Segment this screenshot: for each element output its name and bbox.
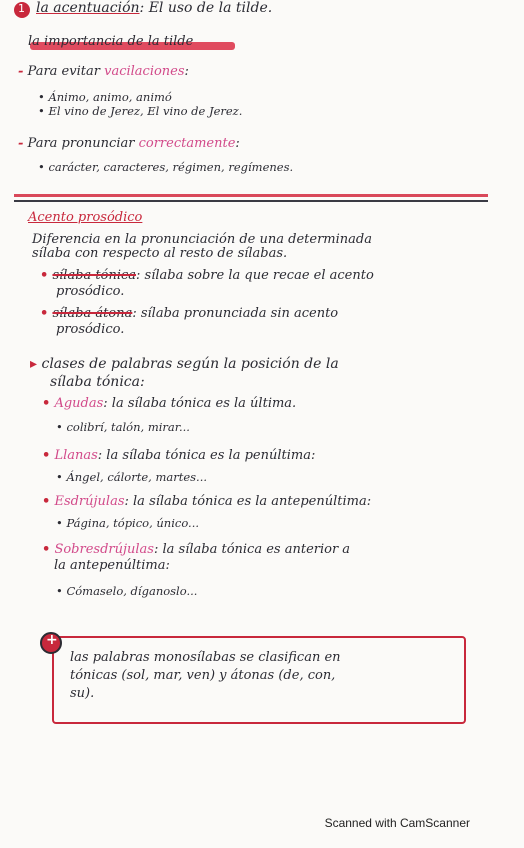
class-examples: • Ángel, cálorte, martes...	[56, 470, 208, 484]
class-name: Llanas	[54, 448, 98, 463]
item-highlight: correctamente	[138, 136, 236, 151]
term-sílaba-tónica: • sílaba tónica: sílaba sobre la que recae el acento	[40, 268, 374, 283]
examples-text: Cómaselo, díganoslo...	[66, 584, 198, 598]
page-title	[36, 0, 272, 16]
note-line: tónicas (sol, mar, ven) y átonas (de, con,	[70, 668, 336, 683]
definition-line: sílaba con respecto al resto de sílabas.	[32, 246, 288, 261]
importance-item-1: - Para evitar vacilaciones:	[18, 64, 189, 79]
example-text: El vino de Jerez, El vino de Jerez.	[48, 104, 243, 118]
definition-line: Diferencia en la pronunciación de una determinada	[32, 232, 372, 247]
note-line: las palabras monosílabas se clasifican en	[70, 650, 341, 665]
class-examples: • Página, tópico, único...	[56, 516, 200, 530]
examples-text: colibrí, talón, mirar...	[66, 420, 190, 434]
class-desc: : la sílaba tónica es anterior a	[153, 542, 351, 557]
class-name: Sobresdrújulas	[54, 542, 154, 557]
term-definition: : sílaba sobre la que recae el acento	[136, 268, 374, 283]
class-desc: : la sílaba tónica es la penúltima:	[97, 448, 316, 463]
section-number-badge: 1	[14, 2, 30, 18]
section-divider-line	[14, 200, 488, 202]
class-agudas: • Agudas: la sílaba tónica es la última.	[42, 396, 297, 411]
importance-item-2: - Para pronunciar correctamente:	[18, 136, 240, 151]
term-definition-cont: prosódico.	[56, 322, 125, 337]
class-name: Agudas	[54, 396, 104, 411]
class-examples: • colibrí, talón, mirar...	[56, 420, 190, 434]
examples-text: Ángel, cálorte, martes...	[66, 470, 208, 484]
example-text: carácter, caracteres, régimen, regímenes.	[48, 160, 294, 174]
term-definition: : sílaba pronunciada sin acento	[132, 306, 339, 321]
classes-intro-text: clases de palabras según la posición de la	[41, 356, 339, 372]
class-desc-cont: la antepenúltima:	[54, 558, 170, 573]
class-name: Esdrújulas	[54, 494, 125, 509]
class-llanas: • Llanas: la sílaba tónica es la penúltima:	[42, 448, 316, 463]
plus-icon	[40, 632, 62, 654]
item-suffix: :	[184, 64, 189, 79]
example-line: • carácter, caracteres, régimen, regímenes.	[38, 160, 294, 174]
class-esdrujulas: • Esdrújulas: la sílaba tónica es la antepenúltima:	[42, 494, 372, 509]
classes-intro: ▸ clases de palabras según la posición de la	[30, 356, 339, 372]
prosodic-heading-text: Acento prosódico	[28, 210, 143, 225]
term-label: sílaba átona	[52, 306, 133, 321]
example-line: • El vino de Jerez, El vino de Jerez.	[38, 104, 243, 118]
importance-heading: la importancia de la tilde	[28, 34, 194, 49]
term-sílaba-átona: • sílaba átona: sílaba pronunciada sin acento	[40, 306, 339, 321]
title-main: la acentuación	[36, 0, 140, 16]
examples-text: Página, tópico, único...	[66, 516, 200, 530]
example-text: Ánimo, animo, animó	[48, 90, 172, 104]
prosodic-heading	[28, 210, 142, 225]
class-desc: : la sílaba tónica es la antepenúltima:	[124, 494, 372, 509]
term-label: sílaba tónica	[52, 268, 137, 283]
section-divider	[14, 194, 488, 197]
scanner-watermark: Scanned with CamScanner	[324, 816, 470, 830]
class-desc: : la sílaba tónica es la última.	[103, 396, 297, 411]
item-label: Para evitar	[27, 64, 100, 79]
classes-intro-cont: sílaba tónica:	[50, 374, 145, 390]
note-line: su).	[70, 686, 95, 701]
example-line: • Ánimo, animo, animó	[38, 90, 172, 104]
class-sobresdrujulas: • Sobresdrújulas: la sílaba tónica es anterior a	[42, 542, 351, 557]
class-examples: • Cómaselo, díganoslo...	[56, 584, 198, 598]
term-definition-cont: prosódico.	[56, 284, 125, 299]
item-label: Para pronunciar	[27, 136, 135, 151]
item-suffix: :	[235, 136, 240, 151]
title-subtitle: : El uso de la tilde.	[139, 0, 273, 16]
item-highlight: vacilaciones	[104, 64, 185, 79]
